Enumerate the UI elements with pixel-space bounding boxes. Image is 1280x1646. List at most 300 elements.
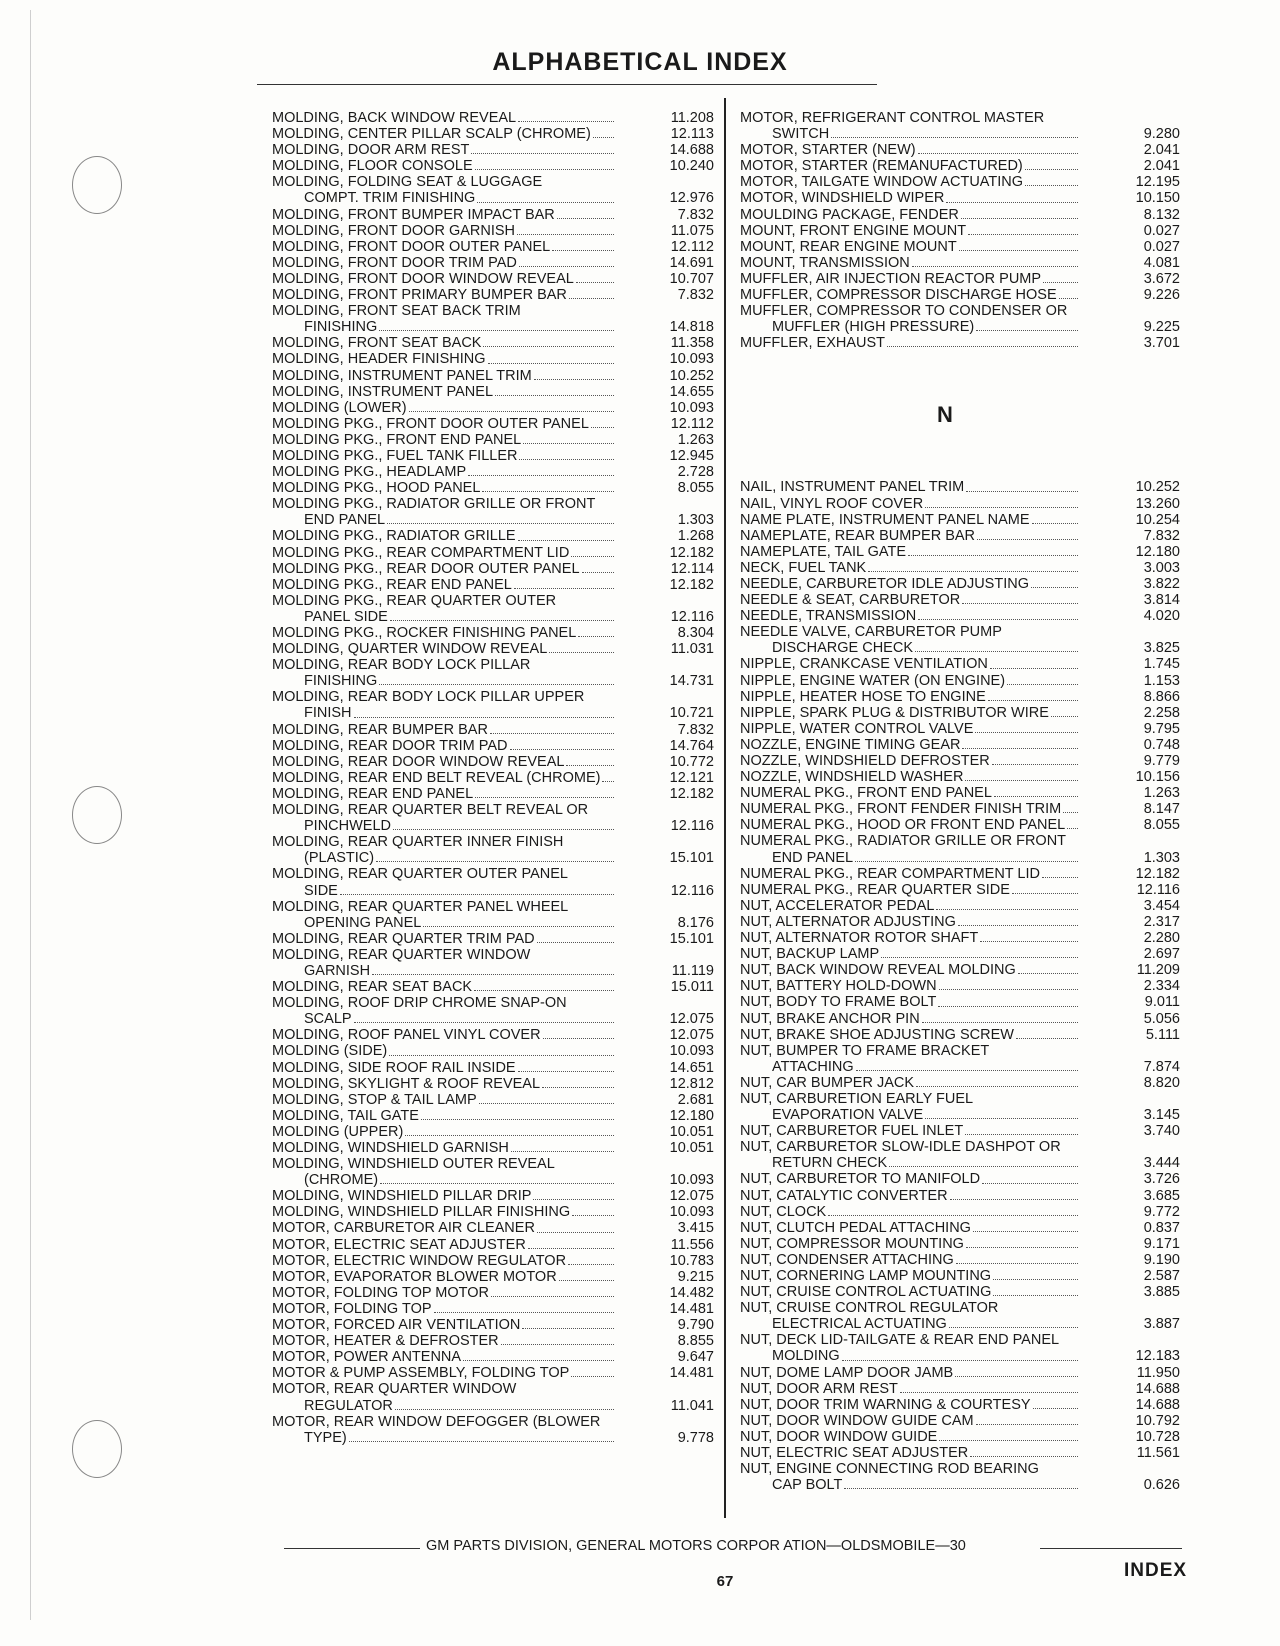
- dot-leader: [522, 1317, 614, 1329]
- entry-text: NUT, DOME LAMP DOOR JAMB: [740, 1364, 954, 1381]
- entry-text: MOTOR, FOLDING TOP MOTOR: [272, 1284, 489, 1301]
- entry-text: MOLDING, REAR DOOR TRIM PAD: [272, 737, 508, 754]
- entry-page-ref: 1.745: [1143, 656, 1180, 673]
- entry-text: MOLDING, WINDSHIELD GARNISH: [272, 1140, 509, 1156]
- entry-page-ref: 14.481: [669, 1365, 714, 1382]
- index-entry: [740, 544, 1180, 560]
- entry-page-ref: 3.145: [1143, 1107, 1180, 1124]
- entry-text: MUFFLER, EXHAUST: [740, 335, 886, 352]
- index-entry: [740, 673, 1180, 689]
- entry-page-ref: 12.075: [669, 1027, 714, 1044]
- entry-page-ref: 12.182: [669, 785, 714, 802]
- index-entry: [740, 142, 1180, 158]
- index-entry: [740, 624, 1180, 656]
- entry-page-ref: 9.779: [1143, 753, 1180, 769]
- index-entry: [740, 769, 1180, 785]
- dot-leader: [958, 914, 1078, 926]
- dot-leader: [1032, 512, 1078, 524]
- entry-page-ref: 12.116: [670, 882, 714, 899]
- entry-text: DISCHARGE CHECK: [772, 640, 913, 657]
- dot-leader: [918, 608, 1078, 620]
- index-entry: [740, 335, 1180, 351]
- dot-leader: [831, 126, 1078, 138]
- entry-text: NUT, CLUTCH PEDAL ATTACHING: [740, 1219, 971, 1236]
- entry-page-ref: 7.874: [1143, 1058, 1180, 1075]
- entry-page-ref: 8.055: [677, 480, 714, 497]
- index-entry: [272, 770, 714, 786]
- entry-text: NUMERAL PKG., RADIATOR GRILLE OR FRONT: [740, 833, 1067, 850]
- entry-page-ref: 12.180: [1135, 543, 1180, 560]
- dot-leader: [543, 1027, 614, 1039]
- entry-page-ref: 14.691: [669, 254, 714, 271]
- entry-text: NAME PLATE, INSTRUMENT PANEL NAME: [740, 511, 1030, 528]
- index-entry: [272, 545, 714, 561]
- dot-leader: [537, 1220, 614, 1232]
- index-group-m: [740, 110, 1180, 351]
- entry-page-ref: 2.334: [1143, 978, 1180, 995]
- entry-page-ref: 9.778: [677, 1429, 714, 1446]
- dot-leader: [918, 142, 1078, 154]
- entry-page-ref: 14.818: [669, 319, 714, 336]
- entry-text: NUT, CLOCK: [740, 1203, 827, 1220]
- entry-page-ref: 12.812: [669, 1075, 714, 1092]
- entry-text: TYPE): [304, 1429, 347, 1446]
- entry-text: END PANEL: [304, 512, 386, 529]
- dot-leader: [842, 1348, 1078, 1360]
- entry-text: MOTOR, FORCED AIR VENTILATION: [272, 1317, 521, 1334]
- entry-text: NAIL, VINYL ROOF COVER: [740, 495, 924, 512]
- entry-page-ref: 3.444: [1143, 1155, 1180, 1172]
- index-entry: [272, 561, 714, 577]
- entry-page-ref: 3.003: [1143, 559, 1180, 576]
- index-entry: [740, 882, 1180, 898]
- dot-leader: [955, 1365, 1078, 1377]
- entry-text: MOLDING PKG., REAR DOOR OUTER PANEL: [272, 560, 580, 577]
- entry-page-ref: 14.481: [669, 1300, 714, 1317]
- dot-leader: [900, 1381, 1078, 1393]
- dot-leader: [916, 1075, 1078, 1087]
- index-entry: [740, 1429, 1180, 1445]
- entry-page-ref: 0.748: [1143, 736, 1180, 753]
- entry-text: NUT, BUMPER TO FRAME BRACKET: [740, 1042, 990, 1059]
- index-entry: [272, 528, 714, 544]
- index-entry: [272, 689, 714, 721]
- index-entry: [740, 833, 1180, 865]
- index-entry: [740, 608, 1180, 624]
- entry-text: MOLDING, REAR END BELT REVEAL (CHROME): [272, 769, 601, 786]
- entry-page-ref: 7.832: [677, 287, 714, 304]
- entry-text: NUT, BACKUP LAMP: [740, 946, 880, 963]
- index-entry: [740, 592, 1180, 608]
- entry-text: MOLDING, REAR BODY LOCK PILLAR: [272, 657, 531, 674]
- dot-leader: [572, 1204, 614, 1216]
- entry-text: MOLDING (SIDE): [272, 1043, 388, 1060]
- entry-page-ref: 2.697: [1143, 946, 1180, 963]
- entry-page-ref: 0.837: [1143, 1219, 1180, 1236]
- dot-leader: [482, 480, 614, 492]
- dot-leader: [925, 496, 1078, 508]
- entry-text: MOLDING, SIDE ROOF RAIL INSIDE: [272, 1059, 516, 1076]
- entry-text: MOTOR, POWER ANTENNA: [272, 1349, 462, 1366]
- entry-text: NIPPLE, CRANKCASE VENTILATION: [740, 656, 988, 673]
- entry-page-ref: 3.454: [1143, 897, 1180, 914]
- entry-text: MOLDING PKG., FRONT END PANEL: [272, 431, 522, 448]
- index-entry: [272, 207, 714, 223]
- punch-hole: [72, 156, 122, 214]
- entry-text: MOLDING, FRONT DOOR OUTER PANEL: [272, 238, 551, 255]
- entry-text: MOLDING PKG., HOOD PANEL: [272, 480, 481, 497]
- dot-leader: [477, 190, 614, 202]
- index-entry: [272, 754, 714, 770]
- entry-text: MUFFLER, COMPRESSOR DISCHARGE HOSE: [740, 287, 1057, 304]
- index-column-right: [740, 110, 1180, 1493]
- index-entry: [740, 1043, 1180, 1075]
- index-entry: [272, 657, 714, 689]
- index-entry: [272, 802, 714, 834]
- index-entry: [272, 1124, 714, 1140]
- entry-text: END PANEL: [772, 849, 854, 866]
- entry-page-ref: 11.041: [670, 1397, 714, 1414]
- entry-page-ref: 2.258: [1143, 704, 1180, 721]
- index-entry: [272, 1381, 714, 1413]
- entry-text: NUT, ENGINE CONNECTING ROD BEARING: [740, 1461, 1039, 1478]
- dot-leader: [1042, 866, 1078, 878]
- entry-text: NUT, CAR BUMPER JACK: [740, 1074, 915, 1091]
- dot-leader: [868, 560, 1078, 572]
- entry-text: NAIL, INSTRUMENT PANEL TRIM: [740, 479, 965, 496]
- entry-text: MOLDING, FRONT SEAT BACK TRIM: [272, 303, 521, 320]
- entry-text: NUT, DOOR WINDOW GUIDE CAM: [740, 1412, 974, 1429]
- entry-text: MOLDING, INSTRUMENT PANEL: [272, 383, 494, 400]
- index-entry: [272, 158, 714, 174]
- entry-page-ref: 13.260: [1135, 495, 1180, 512]
- entry-text: MOTOR, REAR QUARTER WINDOW: [272, 1381, 517, 1398]
- entry-text: NUMERAL PKG., FRONT FENDER FINISH TRIM: [740, 801, 1062, 818]
- dot-leader: [939, 1429, 1078, 1441]
- entry-text: MOLDING, QUARTER WINDOW REVEAL: [272, 641, 548, 658]
- index-entry: [740, 1381, 1180, 1397]
- dot-leader: [390, 609, 614, 621]
- index-entry: [272, 335, 714, 351]
- entry-text: NUT, CARBURETION EARLY FUEL: [740, 1090, 974, 1107]
- index-entry: [740, 271, 1180, 287]
- dot-leader: [510, 738, 614, 750]
- entry-page-ref: 3.726: [1143, 1171, 1180, 1188]
- entry-text: NEEDLE, TRANSMISSION: [740, 608, 917, 625]
- dot-leader: [959, 239, 1078, 251]
- dot-leader: [1043, 271, 1078, 283]
- dot-leader: [542, 1076, 614, 1088]
- entry-text: MOLDING, REAR QUARTER INNER FINISH: [272, 834, 564, 851]
- index-entry: [740, 1011, 1180, 1027]
- entry-page-ref: 14.651: [669, 1059, 714, 1076]
- dot-leader: [475, 158, 614, 170]
- index-entry: [272, 641, 714, 657]
- entry-text: MOTOR, REAR WINDOW DEFOGGER (BLOWER: [272, 1413, 601, 1430]
- entry-text: MOLDING, REAR QUARTER TRIM PAD: [272, 930, 535, 947]
- footer-rule-left: [284, 1548, 420, 1549]
- index-entry: [740, 110, 1180, 142]
- dot-leader: [965, 1123, 1078, 1135]
- entry-page-ref: 14.688: [669, 142, 714, 159]
- entry-text: NUT, DOOR WINDOW GUIDE: [740, 1428, 938, 1445]
- entry-text: CAP BOLT: [772, 1477, 843, 1494]
- entry-text: MOLDING PKG., RADIATOR GRILLE: [272, 528, 516, 545]
- entry-text: NUT, CONDENSER ATTACHING: [740, 1251, 954, 1268]
- dot-leader: [993, 1284, 1078, 1296]
- index-entry: [740, 914, 1180, 930]
- index-entry: [272, 496, 714, 528]
- entry-page-ref: 0.626: [1143, 1477, 1180, 1494]
- entry-page-ref: 12.976: [669, 190, 714, 207]
- index-entry: [740, 866, 1180, 882]
- dot-leader: [925, 1107, 1078, 1119]
- dot-leader: [602, 770, 614, 782]
- dot-leader: [993, 1268, 1078, 1280]
- dot-leader: [434, 1301, 614, 1313]
- section-letter-n: N: [937, 402, 953, 428]
- dot-leader: [495, 384, 614, 396]
- dot-leader: [977, 528, 1078, 540]
- entry-text: NUT, BACK WINDOW REVEAL MOLDING: [740, 962, 1016, 979]
- entry-text: MOLDING, HEADER FINISHING: [272, 351, 486, 368]
- index-entry: [272, 1365, 714, 1381]
- entry-text: NUMERAL PKG., REAR QUARTER SIDE: [740, 881, 1010, 898]
- entry-page-ref: 10.093: [669, 1204, 714, 1221]
- entry-text: MOLDING, FRONT PRIMARY BUMPER BAR: [272, 287, 567, 304]
- index-entry: [272, 174, 714, 206]
- dot-leader: [1033, 1397, 1078, 1409]
- entry-page-ref: 9.171: [1143, 1235, 1180, 1252]
- entry-text: PINCHWELD: [304, 818, 392, 835]
- dot-leader: [518, 110, 614, 122]
- dot-leader: [1007, 673, 1078, 685]
- index-entry: [740, 705, 1180, 721]
- dot-leader: [962, 737, 1078, 749]
- entry-page-ref: 11.075: [670, 222, 714, 239]
- entry-text: MOLDING, SKYLIGHT & ROOF REVEAL: [272, 1075, 541, 1092]
- dot-leader: [973, 1220, 1078, 1232]
- entry-text: NUMERAL PKG., REAR COMPARTMENT LID: [740, 865, 1040, 882]
- index-entry: [272, 947, 714, 979]
- entry-text: MOLDING PKG., HEADLAMP: [272, 464, 467, 481]
- index-entry: [740, 1445, 1180, 1461]
- entry-page-ref: 11.358: [670, 335, 714, 352]
- entry-page-ref: 1.263: [677, 431, 714, 448]
- entry-page-ref: 12.183: [1135, 1348, 1180, 1365]
- entry-text: MOLDING, FRONT DOOR GARNISH: [272, 222, 516, 239]
- dot-leader: [490, 722, 614, 734]
- entry-text: MOLDING, WINDSHIELD OUTER REVEAL: [272, 1156, 555, 1173]
- entry-text: MOUNT, TRANSMISSION: [740, 254, 910, 271]
- index-entry: [272, 1060, 714, 1076]
- entry-text: MOLDING PKG., FRONT DOOR OUTER PANEL: [272, 415, 589, 432]
- dot-leader: [463, 1349, 614, 1361]
- entry-page-ref: 12.182: [1135, 865, 1180, 882]
- dot-leader: [405, 1124, 614, 1136]
- entry-page-ref: 11.208: [670, 110, 714, 126]
- footer-rule-right: [1040, 1548, 1182, 1549]
- entry-page-ref: 2.587: [1143, 1268, 1180, 1284]
- index-entry: [272, 287, 714, 303]
- dot-leader: [511, 1140, 614, 1152]
- dot-leader: [591, 416, 614, 428]
- entry-text: NIPPLE, ENGINE WATER (ON ENGINE): [740, 672, 1006, 689]
- entry-text: MOLDING, FLOOR CONSOLE: [272, 158, 473, 175]
- index-entry: [740, 479, 1180, 495]
- dot-leader: [491, 1285, 614, 1297]
- index-entry: [272, 432, 714, 448]
- entry-page-ref: 7.832: [677, 721, 714, 738]
- entry-page-ref: 10.728: [1135, 1428, 1180, 1445]
- entry-text: NUT, ACCELERATOR PEDAL: [740, 897, 935, 914]
- index-entry: [740, 560, 1180, 576]
- dot-leader: [518, 1060, 614, 1072]
- entry-text: MOLDING, INSTRUMENT PANEL TRIM: [272, 367, 532, 384]
- index-entry: [272, 142, 714, 158]
- column-divider: [724, 98, 726, 1518]
- entry-text: NUT, BRAKE SHOE ADJUSTING SCREW: [740, 1026, 1014, 1043]
- index-entry: [740, 496, 1180, 512]
- index-entry: [740, 207, 1180, 223]
- dot-leader: [968, 223, 1078, 235]
- entry-text: MOLDING PKG., REAR END PANEL: [272, 576, 512, 593]
- entry-text: MOLDING, ROOF DRIP CHROME SNAP-ON: [272, 995, 567, 1012]
- entry-text: MOLDING, TAIL GATE: [272, 1107, 419, 1124]
- entry-text: MOLDING, REAR QUARTER PANEL WHEEL: [272, 898, 569, 915]
- dot-leader: [523, 432, 614, 444]
- entry-text: MOLDING, REAR BODY LOCK PILLAR UPPER: [272, 689, 585, 706]
- entry-page-ref: 12.112: [670, 238, 714, 255]
- dot-leader: [1025, 158, 1078, 170]
- entry-text: NIPPLE, WATER CONTROL VALVE: [740, 720, 974, 737]
- entry-text: MOTOR, STARTER (REMANUFACTURED): [740, 158, 1023, 175]
- entry-text: MOLDING, FRONT BUMPER IMPACT BAR: [272, 206, 555, 223]
- entry-page-ref: 2.280: [1143, 930, 1180, 947]
- entry-text: MOLDING, REAR SEAT BACK: [272, 979, 473, 996]
- entry-text: MOLDING, STOP & TAIL LAMP: [272, 1091, 477, 1108]
- dot-leader: [990, 656, 1078, 668]
- entry-page-ref: 3.887: [1143, 1316, 1180, 1333]
- dot-leader: [380, 1172, 614, 1184]
- dot-leader: [387, 512, 614, 524]
- index-entry: [740, 239, 1180, 255]
- entry-text: MOTOR, STARTER (NEW): [740, 142, 916, 159]
- index-entry: [740, 1220, 1180, 1236]
- entry-text: SIDE: [304, 882, 338, 899]
- index-entry: [272, 979, 714, 995]
- index-entry: [740, 1171, 1180, 1187]
- dot-leader: [379, 673, 614, 685]
- entry-text: NUT, BODY TO FRAME BOLT: [740, 994, 937, 1011]
- entry-text: NUMERAL PKG., HOOD OR FRONT END PANEL: [740, 817, 1066, 834]
- entry-text: NUT, CORNERING LAMP MOUNTING: [740, 1268, 992, 1284]
- index-entry: [740, 576, 1180, 592]
- entry-page-ref: 10.156: [1135, 769, 1180, 786]
- dot-leader: [936, 898, 1078, 910]
- entry-page-ref: 4.081: [1143, 254, 1180, 271]
- entry-page-ref: 3.672: [1143, 270, 1180, 287]
- entry-page-ref: 14.688: [1135, 1396, 1180, 1413]
- entry-text: MOLDING PKG., RADIATOR GRILLE OR FRONT: [272, 496, 596, 513]
- entry-page-ref: 14.688: [1135, 1380, 1180, 1397]
- index-entry: [272, 1285, 714, 1301]
- entry-text: MOLDING, WINDSHIELD PILLAR FINISHING: [272, 1204, 571, 1221]
- entry-page-ref: 10.792: [1135, 1412, 1180, 1429]
- entry-text: MOLDING, FRONT DOOR WINDOW REVEAL: [272, 270, 574, 287]
- entry-page-ref: 2.317: [1143, 913, 1180, 930]
- entry-page-ref: 11.031: [670, 641, 714, 658]
- index-entry: [272, 110, 714, 126]
- index-entry: [272, 1204, 714, 1220]
- index-entry: [272, 384, 714, 400]
- entry-page-ref: 12.113: [670, 126, 714, 143]
- index-entry: [272, 351, 714, 367]
- entry-text: NUT, COMPRESSOR MOUNTING: [740, 1235, 964, 1252]
- entry-page-ref: 7.832: [677, 206, 714, 223]
- entry-page-ref: 12.195: [1135, 174, 1180, 191]
- index-entry: [272, 738, 714, 754]
- index-entry: [740, 737, 1180, 753]
- entry-text: MOLDING, CENTER PILLAR SCALP (CHROME): [272, 126, 591, 143]
- entry-page-ref: 10.093: [669, 351, 714, 368]
- dot-leader: [340, 883, 614, 895]
- dot-leader: [569, 287, 614, 299]
- entry-page-ref: 3.415: [677, 1220, 714, 1237]
- dot-leader: [593, 126, 614, 138]
- entry-page-ref: 3.822: [1143, 575, 1180, 592]
- index-entry: [740, 817, 1180, 833]
- index-entry: [272, 400, 714, 416]
- entry-page-ref: 10.252: [669, 367, 714, 384]
- footer-text: GM PARTS DIVISION, GENERAL MOTORS CORPOR ATION—OLDSMOBILE—30: [426, 1538, 966, 1554]
- entry-text: NOZZLE, WINDSHIELD WASHER: [740, 769, 964, 786]
- entry-page-ref: 3.825: [1143, 640, 1180, 657]
- dot-leader: [1012, 882, 1078, 894]
- dot-leader: [483, 335, 614, 347]
- entry-page-ref: 8.866: [1143, 688, 1180, 705]
- dot-leader: [533, 1188, 614, 1200]
- index-entry: [272, 1269, 714, 1285]
- index-entry: [740, 1413, 1180, 1429]
- dot-leader: [1059, 287, 1078, 299]
- entry-page-ref: 10.051: [669, 1123, 714, 1140]
- index-entry: [740, 1204, 1180, 1220]
- index-entry: [740, 753, 1180, 769]
- index-entry: [272, 1253, 714, 1269]
- index-entry: [740, 1091, 1180, 1123]
- dot-leader: [950, 1188, 1078, 1200]
- entry-page-ref: 12.075: [669, 1188, 714, 1205]
- dot-leader: [571, 1365, 614, 1377]
- entry-text: RETURN CHECK: [772, 1155, 888, 1172]
- entry-page-ref: 10.093: [669, 1043, 714, 1060]
- dot-leader: [537, 931, 614, 943]
- index-entry: [740, 1027, 1180, 1043]
- entry-page-ref: 9.790: [677, 1317, 714, 1334]
- entry-page-ref: 12.182: [669, 576, 714, 593]
- dot-leader: [501, 1333, 614, 1345]
- index-entry: [740, 1188, 1180, 1204]
- dot-leader: [946, 190, 1078, 202]
- title-rule: [257, 84, 877, 85]
- dot-leader: [956, 1252, 1078, 1264]
- index-entry: [740, 946, 1180, 962]
- entry-page-ref: 12.116: [670, 608, 714, 625]
- dot-leader: [514, 577, 614, 589]
- entry-page-ref: 10.093: [669, 1172, 714, 1189]
- index-entry: [740, 994, 1180, 1010]
